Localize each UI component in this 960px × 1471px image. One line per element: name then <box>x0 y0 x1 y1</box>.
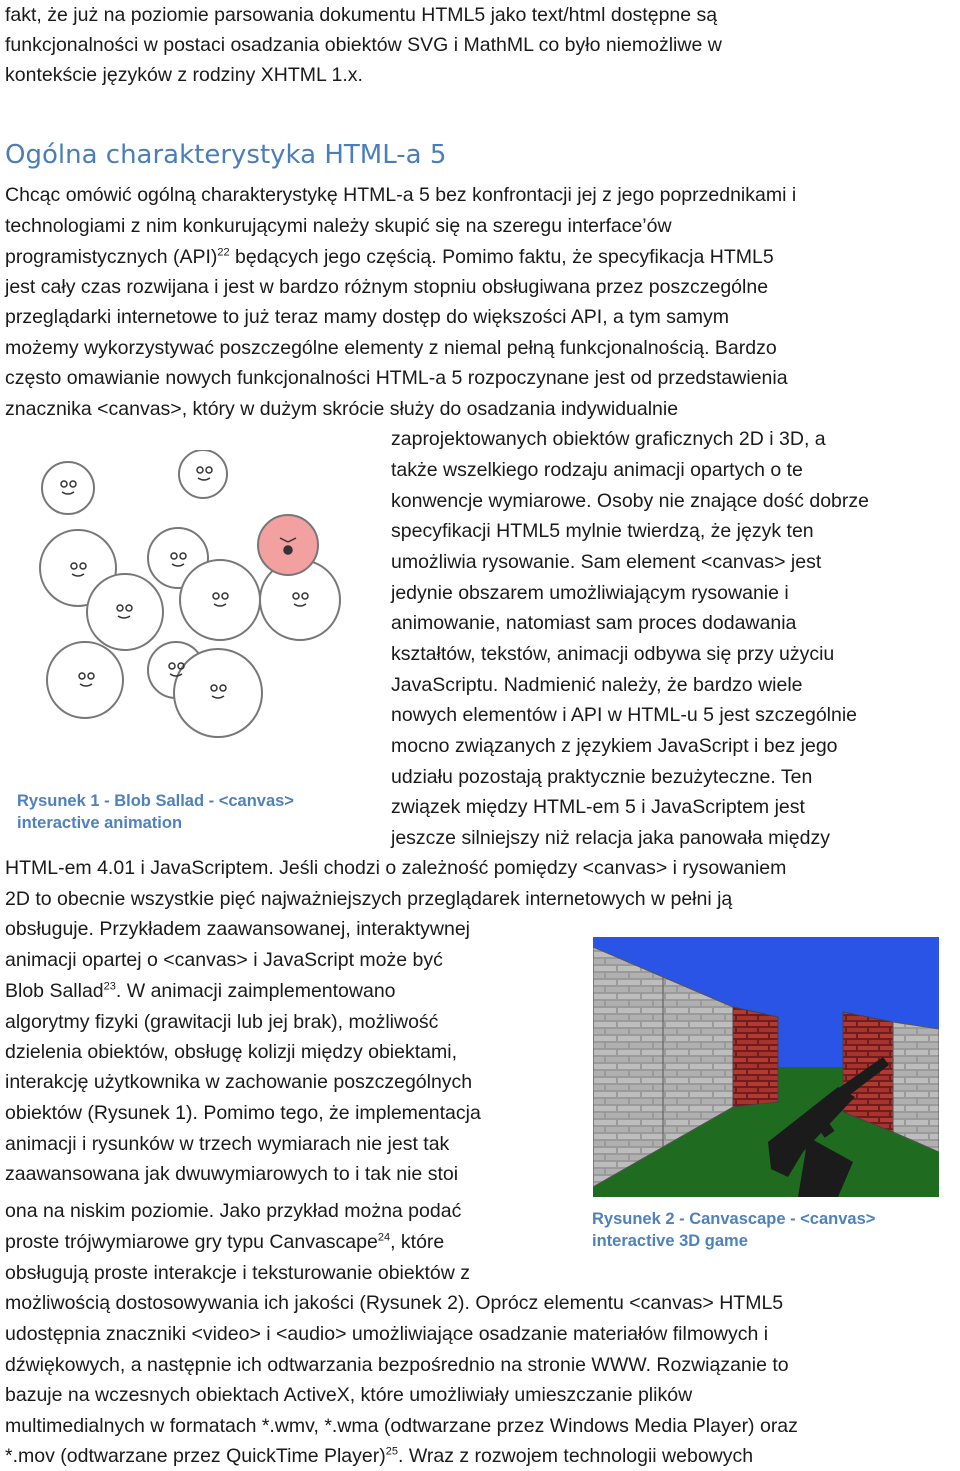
caption-line: interactive animation <box>17 814 183 832</box>
para-line-mov <box>5 1441 753 1471</box>
para-line-canvascape <box>5 1227 444 1257</box>
text-run: , które <box>390 1231 445 1253</box>
wall-red-left <box>733 1007 778 1107</box>
wall-gray-right <box>893 1022 939 1152</box>
para-line: znacznika <canvas>, który w dużym skrócie służy do osadzania indywidualnie <box>5 398 679 420</box>
para-line: multimedialnych w formatach *.wmv, *.wma (odtwarzane przez Windows Media Player) oraz <box>5 1415 798 1437</box>
blob <box>174 649 262 737</box>
para-line: bazuje na wczesnych obiektach ActiveX, które umożliwiały umieszczanie plików <box>5 1384 693 1406</box>
text-run: Blob Sallad <box>5 980 104 1002</box>
para-line: algorytmy fizyki (grawitacji lub jej brak), możliwość <box>5 1011 439 1033</box>
para-line: animacji i rysunków w trzech wymiarach nie jest tak <box>5 1133 450 1155</box>
wall-gray-left <box>593 947 663 1187</box>
para-line: dźwiękowych, a następnie ich odtwarzania bezpośrednio na stronie WWW. Rozwiązanie to <box>5 1354 789 1376</box>
para-line: ona na niskim poziomie. Jako przykład można podać <box>5 1200 462 1222</box>
para-line: zaawansowana jak dwuwymiarowych to i tak nie stoi <box>5 1163 459 1185</box>
para-line: kształtów, tekstów, animacji odbywa się przy użyciu <box>391 643 835 665</box>
caption-line: Rysunek 2 - Canvascape - <canvas> <box>592 1210 876 1228</box>
para-line: udostępnia znaczniki <video> i <audio> umożliwiające osadzanie materiałów filmowych i <box>5 1323 769 1345</box>
text-run: będących jego częścią. Pomimo faktu, że specyfikacja HTML5 <box>229 246 774 268</box>
figure-1-caption <box>17 790 294 834</box>
para-line: obsługują proste interakcje i teksturowanie obiektów z <box>5 1262 471 1284</box>
para-line: jeszcze silniejszy niż relacja jaka panowała między <box>391 827 830 849</box>
blob-highlighted <box>258 515 318 575</box>
para-line: mocno związanych z językiem JavaScript i bez jego <box>391 735 838 757</box>
para-line: interakcję użytkownika w zachowanie poszczególnych <box>5 1071 473 1093</box>
caption-line: Rysunek 1 - Blob Sallad - <canvas> <box>17 792 294 810</box>
para-line: Chcąc omówić ogólną charakterystykę HTML-a 5 bez konfrontacji jej z jego poprzednikami i <box>5 184 797 206</box>
para-line: technologiami z nim konkurującymi należy skupić się na szeregu interface’ów <box>5 215 672 237</box>
figure-1-blob-sallad <box>28 450 358 740</box>
para-line: także wszelkiego rodzaju animacji opartych o te <box>391 459 803 481</box>
para-line: konwencje wymiarowe. Osoby nie znające dość dobrze <box>391 490 869 512</box>
para-line: możemy wykorzystywać poszczególne elementy z niemal pełną funkcjonalnością. Bardzo <box>5 337 777 359</box>
para-line: HTML-em 4.01 i JavaScriptem. Jeśli chodzi o zależność pomiędzy <canvas> i rysowaniem <box>5 857 787 879</box>
para-line-blob <box>5 976 396 1006</box>
para-line: animacji opartej o <canvas> i JavaScript może być <box>5 949 443 971</box>
para-line: umożliwia rysowanie. Sam element <canvas> jest <box>391 551 822 573</box>
figure-2-caption <box>592 1208 875 1252</box>
text-run: . Wraz z rozwojem technologii webowych <box>397 1445 754 1467</box>
para-line: udziału pozostają praktycznie bezużyteczne. Ten <box>391 766 813 788</box>
para-line: zaprojektowanych obiektów graficznych 2D i 3D, a <box>391 428 826 450</box>
para-line: jest cały czas rozwijana i jest w bardzo różnym stopniu obsługiwana przez poszczególne <box>5 276 769 298</box>
para-line: obsługuje. Przykładem zaawansowanej, interaktywnej <box>5 918 470 940</box>
para-line: często omawianie nowych funkcjonalności HTML-a 5 rozpoczynane jest od przedstawienia <box>5 367 788 389</box>
para-line: przeglądarki internetowe to już teraz mamy dostęp do większości API, a tym samym <box>5 306 729 328</box>
footnote-ref-24: 24 <box>377 1231 391 1244</box>
para-line: specyfikacji HTML5 mylnie twierdzą, że język ten <box>391 520 814 542</box>
figure-2-canvascape <box>593 937 939 1197</box>
para-line: obiektów (Rysunek 1). Pomimo tego, że implementacja <box>5 1102 481 1124</box>
blob <box>180 560 260 640</box>
para-line-api <box>5 242 774 272</box>
caption-line: interactive 3D game <box>592 1232 748 1250</box>
para-line: możliwością dostosowywania ich jakości (Rysunek 2). Oprócz elementu <canvas> HTML5 <box>5 1292 784 1314</box>
text-run: proste trójwymiarowe gry typu Canvascape <box>5 1231 378 1253</box>
footnote-ref-25: 25 <box>385 1445 398 1458</box>
para-line: dzielenia obiektów, obsługę kolizji między obiektami, <box>5 1041 457 1063</box>
para-line: 2D to obecnie wszystkie pięć najważniejszych przeglądarek internetowych w pełni ją <box>5 888 733 910</box>
intro-line-1: fakt, że już na poziomie parsowania dokumentu HTML5 jako text/html dostępne są <box>5 4 718 26</box>
blob <box>42 462 94 514</box>
footnote-ref-23: 23 <box>103 980 116 993</box>
blob <box>47 642 123 718</box>
para-line: nowych elementów i API w HTML-u 5 jest szczególnie <box>391 704 858 726</box>
text-run: *.mov (odtwarzane przez QuickTime Player) <box>5 1445 386 1467</box>
text-run: . W animacji zaimplementowano <box>115 980 396 1002</box>
section-heading: Ogólna charakterystyka HTML-a 5 <box>5 140 447 170</box>
intro-line-2: funkcjonalności w postaci osadzania obiektów SVG i MathML co było niemożliwe w <box>5 34 722 56</box>
blob <box>87 574 163 650</box>
para-line: animowanie, natomiast sam proces dodawania <box>391 612 797 634</box>
para-line: JavaScriptu. Nadmienić należy, że bardzo wiele <box>391 674 803 696</box>
para-line: jedynie obszarem umożliwiającym rysowanie i <box>391 582 789 604</box>
text-run: programistycznych (API) <box>5 246 218 268</box>
blob <box>179 450 227 498</box>
footnote-ref-22: 22 <box>217 246 230 259</box>
intro-line-3: kontekście języków z rodziny XHTML 1.x. <box>5 64 363 86</box>
para-line: związek między HTML-em 5 i JavaScriptem jest <box>391 796 805 818</box>
